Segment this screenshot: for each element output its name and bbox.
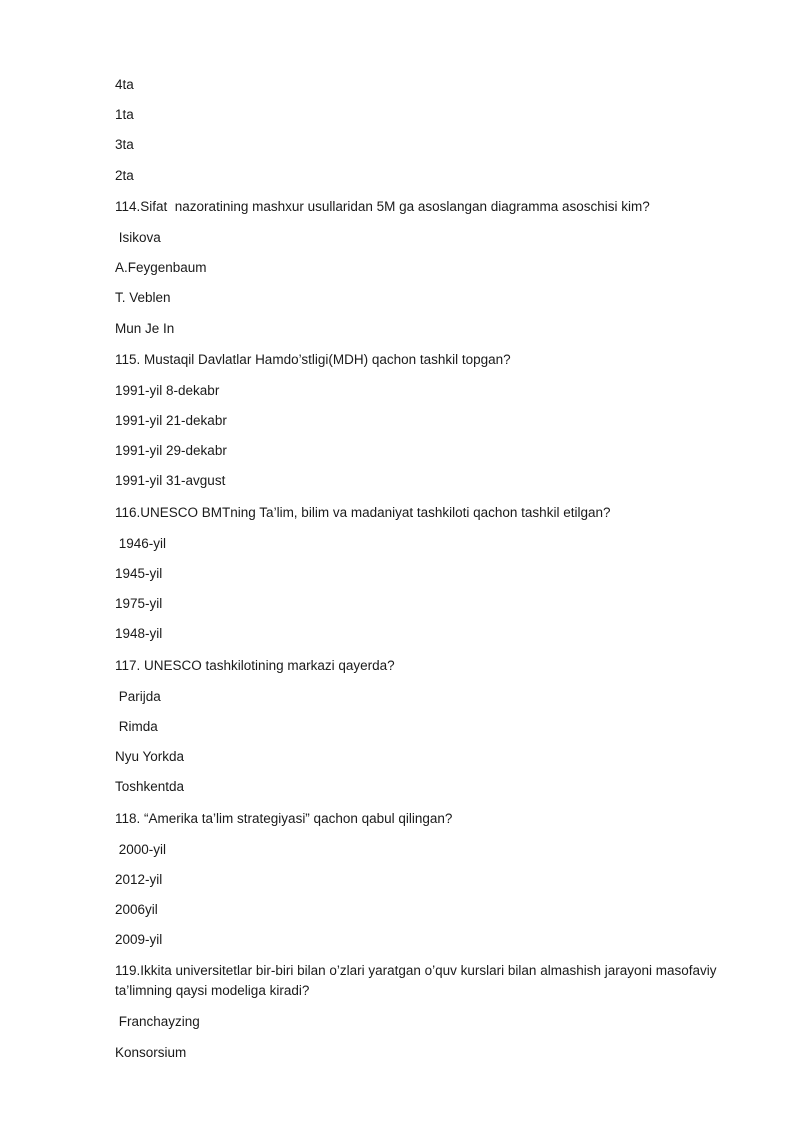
answer-option: 2009-yil [115, 932, 163, 948]
answer-option: 1975-yil [115, 596, 163, 612]
answer-option: 1ta [115, 107, 134, 123]
question-115: 115. Mustaqil Davlatlar Hamdo’stligi(MDH) qachon tashkil topgan? [115, 351, 511, 367]
answer-option: Konsorsium [115, 1044, 187, 1060]
answer-option: 1991-yil 21-dekabr [115, 413, 227, 429]
answer-option: 2006yil [115, 902, 158, 918]
answer-option: Parijda [115, 688, 161, 704]
document-body [115, 76, 730, 1074]
answer-option: Mun Je In [115, 320, 175, 336]
question-114: 114.Sifat nazoratining mashxur usullaridan 5M ga asoslangan diagramma asoschisi kim? [115, 198, 650, 214]
answer-option: 1945-yil [115, 566, 163, 581]
answer-option: 1946-yil [115, 535, 167, 551]
answer-option: 2000-yil [115, 841, 167, 857]
answer-option: Isikova [115, 229, 161, 245]
question-117: 117. UNESCO tashkilotining markazi qayerda? [115, 657, 395, 673]
answer-option: A.Feygenbaum [115, 260, 207, 276]
answer-option: 3ta [115, 137, 134, 153]
question-116: 116.UNESCO BMTning Ta’lim, bilim va madaniyat tashkiloti qachon tashkil etilgan? [115, 504, 611, 520]
answer-option: 1991-yil 8-dekabr [115, 382, 220, 398]
answer-option: Franchayzing [115, 1014, 200, 1030]
answer-option: 1991-yil 29-dekabr [115, 443, 227, 459]
answer-option: Toshkentda [115, 779, 185, 795]
answer-option: 1991-yil 31-avgust [115, 473, 226, 489]
answer-option: 2ta [115, 167, 134, 183]
answer-option: Rimda [115, 718, 158, 734]
answer-option: Nyu Yorkda [115, 749, 185, 765]
answer-option: 2012-yil [115, 871, 163, 887]
answer-option: 4ta [115, 77, 134, 92]
answer-option: T. Veblen [115, 290, 171, 306]
question-118: 118. “Amerika ta’lim strategiyasi” qachon qabul qilingan? [115, 810, 453, 826]
question-119: 119.Ikkita universitetlar bir-biri bilan o’zlari yaratgan o’quv kurslari bilan almashish jarayoni masofaviy ta’limning qaysi modeliga kiradi? [115, 963, 721, 999]
answer-option: 1948-yil [115, 626, 163, 642]
